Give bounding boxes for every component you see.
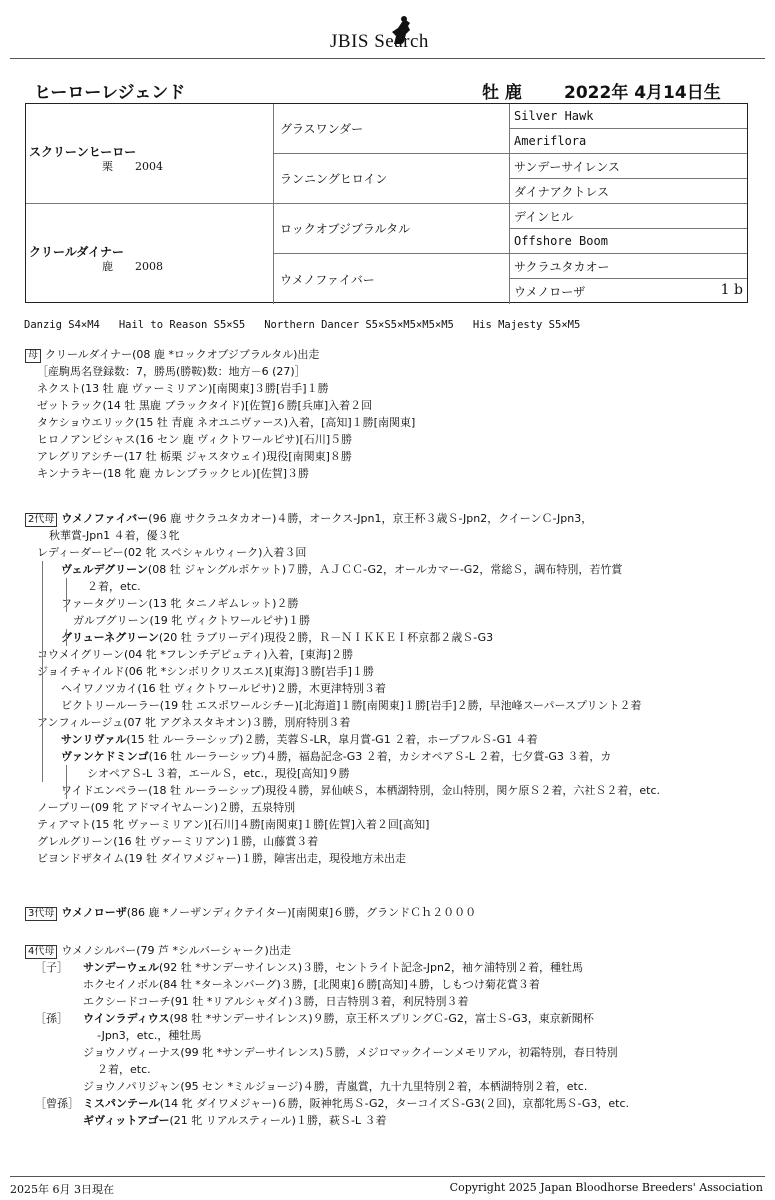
- progeny-row: [25, 612, 755, 629]
- progeny-row: [25, 680, 755, 697]
- gen2-name: グラスワンダー: [280, 122, 364, 136]
- section-fourth-dam: [25, 942, 755, 1129]
- list-item: ゼットラック(14 牡 黒鹿 ブラックタイド)[佐賀]６勝[兵庫]入着２回: [37, 399, 373, 412]
- section-third-dam-head: [25, 904, 755, 921]
- progeny-name[interactable]: ヴァンケドミンゴ: [61, 750, 149, 763]
- generation-tag: ［子］: [35, 961, 68, 974]
- pedigree-note: 1 b: [720, 282, 743, 298]
- pedigree-gen3-cell[interactable]: [510, 104, 747, 129]
- descendant-record: (98 牡 *サンデーサイレンス)９勝，京王杯スプリングＣ-G2，富士Ｓ-G3，東京新聞杯: [169, 1012, 594, 1025]
- progeny-row: [25, 765, 755, 782]
- progeny-row: [25, 646, 755, 663]
- pedigree-gen3-cell[interactable]: [510, 279, 747, 304]
- generation-tag: ［孫］: [35, 1012, 68, 1025]
- progeny-name[interactable]: ヴェルデグリーン: [61, 563, 148, 576]
- descendant-record: -Jpn3，etc.，種牡馬: [97, 1029, 202, 1042]
- pedigree-table: [25, 103, 748, 303]
- horse-sex-color: 牡 鹿: [482, 83, 522, 103]
- progeny-row: [25, 714, 755, 731]
- section-label: 4代母: [25, 945, 57, 959]
- section-label: 2代母: [25, 513, 57, 527]
- progeny-row: [25, 748, 755, 765]
- dam-name: クリールダイナー: [29, 245, 125, 259]
- tree-connector: [66, 578, 67, 612]
- descendant-row: [25, 993, 755, 1010]
- pedigree-gen3-cell[interactable]: [510, 129, 747, 154]
- gen2-name: ロックオブジブラルタル: [280, 222, 411, 236]
- jbis-logo[interactable]: [330, 14, 460, 54]
- pedigree-dam[interactable]: [26, 204, 274, 304]
- list-item: キンナラキー(18 牝 鹿 カレンブラックヒル)[佐賀]３勝: [37, 467, 310, 480]
- pedigree-gen3-cell[interactable]: [510, 229, 747, 254]
- progeny-record: ワイドエンペラー(18 牡 ルーラーシップ)現役４勝，昇仙峡Ｓ，本栖湖特別，金山特別，関ケ原Ｓ２着，六社Ｓ２着，etc.: [61, 784, 660, 797]
- horse-name: ヒーローレジェンド: [34, 83, 186, 103]
- title-row: [34, 78, 741, 103]
- descendant-record: ジョウノパリジャン(95 セン *ミルジョージ)４勝，青嵐賞，九十九里特別２着，本栖湖特別２着，etc.: [83, 1080, 588, 1093]
- second-dam-record: (96 鹿 サクラユタカオー)４勝，オークス-Jpn1，京王杯３歳Ｓ-Jpn2，クイーンＣ-Jpn3，: [148, 512, 593, 525]
- progeny-record: (08 牡 ジャングルポケット)７勝，ＡＪＣＣ-G2，オールカマー-G2，常総Ｓ，調布特別，若竹賞: [147, 563, 623, 576]
- section-label: 3代母: [25, 907, 57, 921]
- section-dam: [25, 346, 755, 482]
- progeny-name[interactable]: グリューネグリーン: [61, 631, 159, 644]
- pedigree-gen3-cell[interactable]: [510, 254, 747, 279]
- dam-stats: ［産駒馬名登録数：7，勝馬(勝鞍)数：地方－6 (27)］: [37, 365, 306, 378]
- progeny-row: [25, 833, 755, 850]
- descendant-row: [25, 1112, 755, 1129]
- progeny-record: グレルグリーン(16 牡 ヴァーミリアン)１勝，山藤賞３着: [37, 835, 319, 848]
- gen3-name: Silver Hawk: [514, 109, 594, 123]
- pedigree-gen2-cell[interactable]: [274, 254, 510, 304]
- section-third-dam: [25, 904, 755, 921]
- progeny-record: レディーダービー(02 牝 スペシャルウィーク)入着３回: [37, 546, 307, 559]
- progeny-record: コウメイグリーン(04 牝 *フレンチデピュティ)入着，[東海]２勝: [37, 648, 354, 661]
- sire-info: 栗 2004: [102, 160, 163, 173]
- dam-line: クリールダイナー(08 鹿 *ロックオブジブラルタル)出走: [45, 348, 320, 361]
- descendant-name[interactable]: サンデーウェル: [83, 961, 160, 974]
- descendant-record: (14 牝 ダイワメジャー)６勝，阪神牝馬Ｓ-G2，ターコイズＳ-G3(２回)，京都牝馬Ｓ-G3，etc.: [159, 1097, 630, 1110]
- second-dam-record-cont: 秋華賞-Jpn1 ４着，優３牝: [49, 529, 180, 542]
- descendant-name[interactable]: ウインラディウス: [83, 1012, 170, 1025]
- descendant-record: (21 牝 リアルスティール)１勝，萩Ｓ-L ３着: [169, 1114, 387, 1127]
- progeny-record: ヘイワノツカイ(16 牡 ヴィクトワールピサ)２勝，木更津特別３着: [61, 682, 387, 695]
- dam-info: 鹿 2008: [102, 260, 163, 273]
- progeny-record: ファータグリーン(13 牝 タニノギムレット)２勝: [61, 597, 299, 610]
- descendant-row: [25, 976, 755, 993]
- gen3-name: ウメノローザ: [514, 285, 586, 299]
- gen3-name: ダイナアクトレス: [514, 184, 610, 199]
- gen3-name: サクラユタカオー: [514, 259, 610, 274]
- descendant-record: ２着，etc.: [97, 1063, 151, 1076]
- horse-birth-date: 2022年 4月14日生: [564, 83, 721, 103]
- list-item: ネクスト(13 牡 鹿 ヴァーミリアン)[南関東]３勝[岩手]１勝: [37, 382, 329, 395]
- progeny-row: [25, 697, 755, 714]
- second-dam-name: ウメノファイバー: [61, 512, 149, 525]
- gen3-name: デインヒル: [514, 209, 574, 224]
- fourth-dam-descendant-list: [25, 959, 755, 1129]
- descendant-row: [25, 1095, 755, 1112]
- progeny-row: [25, 850, 755, 867]
- descendant-record: ホクセイノボル(84 牡 *ターネンバーグ)３勝，[北関東]６勝[高知]４勝，しもつけ菊花賞３着: [83, 978, 540, 991]
- progeny-row: [25, 561, 755, 578]
- section-dam-head: [25, 346, 755, 363]
- section-label: 母: [25, 349, 41, 363]
- descendant-row: [25, 1061, 755, 1078]
- list-item: ヒロノアンビシャス(16 セン 鹿 ヴィクトワールピサ)[石川]５勝: [37, 433, 353, 446]
- progeny-record: ２着，etc.: [87, 580, 141, 593]
- progeny-row: [25, 663, 755, 680]
- progeny-record: ビクトリールーラー(19 牡 エスポワールシチー)[北海道]１勝[南関東]１勝[岩手]２勝，早池峰スーパースプリント２着: [61, 699, 642, 712]
- progeny-record: ジョイチャイルド(06 牝 *シンボリクリスエス)[東海]３勝[岩手]１勝: [37, 665, 374, 678]
- pedigree-gen2-cell[interactable]: [274, 154, 510, 204]
- descendant-name[interactable]: ミスパンテール: [83, 1097, 160, 1110]
- footer-divider: [10, 1176, 765, 1177]
- inbreeding-line: Danzig S4×M4 Hail to Reason S5×S5 Northern Dancer S5×S5×M5×M5×M5 His Majesty S5×M5: [24, 319, 581, 331]
- third-dam-record: (86 鹿 *ノーザンディクテイター)[南関東]６勝，グランドＣｈ２０００: [126, 906, 477, 919]
- gen3-name: サンデーサイレンス: [514, 159, 620, 174]
- progeny-row: [25, 544, 755, 561]
- footer-copyright: Copyright 2025 Japan Bloodhorse Breeders' Association: [449, 1181, 763, 1194]
- pedigree-gen3-cell[interactable]: [510, 179, 747, 204]
- pedigree-sire[interactable]: [26, 104, 274, 204]
- progeny-row: [25, 629, 755, 646]
- progeny-record: ガルブグリーン(19 牝 ヴィクトワールピサ)１勝: [73, 614, 311, 627]
- fourth-dam-line: ウメノシルバー(79 芦 *シルバーシャーク)出走: [61, 944, 291, 957]
- second-dam-progeny-list: [25, 544, 755, 867]
- progeny-row: [25, 731, 755, 748]
- section-second-dam-head: [25, 510, 755, 527]
- list-item: タケショウエリック(15 牡 青鹿 ネオユニヴァース)入着，[高知]１勝[南関東]: [37, 416, 416, 429]
- descendant-row: [25, 1044, 755, 1061]
- progeny-record: ビヨンドザタイム(19 牡 ダイワメジャー)１勝，障害出走，現役地方未出走: [37, 852, 407, 865]
- gen3-name: Ameriflora: [514, 134, 587, 148]
- progeny-row: [25, 799, 755, 816]
- footer-date: 2025年 6月 3日現在: [10, 1183, 114, 1196]
- progeny-name[interactable]: サンリヴァル: [61, 733, 127, 746]
- tree-connector: [66, 629, 67, 646]
- progeny-record: (16 牡 ルーラーシップ)４勝，福島記念-G3 ２着，カシオペアＳ-L ２着，七夕賞-G3 ３着，カ: [148, 750, 612, 763]
- progeny-record: アンフィルージュ(07 牝 アグネスタキオン)３勝，別府特別３着: [37, 716, 351, 729]
- third-dam-name: ウメノローザ: [61, 906, 127, 919]
- progeny-row: [25, 782, 755, 799]
- progeny-record: ティアマト(15 牝 ヴァーミリアン)[石川]４勝[南関東]１勝[佐賀]入着２回[高知]: [37, 818, 430, 831]
- descendant-record: ジョウノヴィーナス(99 牝 *サンデーサイレンス)５勝，メジロマックイーンメモリアル，初霜特別，春日特別: [83, 1046, 618, 1059]
- sire-name: スクリーンヒーロー: [29, 145, 137, 159]
- tree-connector: [66, 765, 67, 799]
- descendant-record: エクシードコーチ(91 牡 *リアルシャダイ)３勝，日吉特別３着，利尻特別３着: [83, 995, 469, 1008]
- header-divider: [10, 58, 765, 59]
- progeny-row: [25, 578, 755, 595]
- gen2-name: ウメノファイバー: [280, 272, 375, 287]
- gen2-name: ランニングヒロイン: [280, 172, 388, 186]
- descendant-row: [25, 1027, 755, 1044]
- pedigree-gen2-cell[interactable]: [274, 104, 510, 154]
- tree-connector: [42, 561, 43, 782]
- progeny-row: [25, 816, 755, 833]
- descendant-row: [25, 1078, 755, 1095]
- progeny-record: (20 牡 ラブリーデイ)現役２勝，Ｒ－ＮＩＫＫＥＩ杯京都２歳Ｓ-G3: [158, 631, 494, 644]
- list-item: アレグリアシチー(17 牡 栃栗 ジャスタウェイ)現役[南関東]８勝: [37, 450, 352, 463]
- section-second-dam: [25, 510, 755, 867]
- progeny-record: シオペアＳ-L ３着，エールＳ，etc.，現役[高知]９勝: [87, 767, 350, 780]
- progeny-record: (15 牡 ルーラーシップ)２勝，芙蓉Ｓ-LR，皐月賞-G1 ２着，ホープフルＳ-G1 ４着: [126, 733, 538, 746]
- progeny-row: [25, 595, 755, 612]
- progeny-record: ノーブリー(09 牝 アドマイヤムーン)２勝，五泉特別: [37, 801, 296, 814]
- descendant-row: [25, 959, 755, 976]
- pedigree-gen2-cell[interactable]: [274, 204, 510, 254]
- descendant-row: [25, 1010, 755, 1027]
- pedigree-gen3-cell[interactable]: [510, 204, 747, 229]
- descendant-record: (92 牡 *サンデーサイレンス)３勝，セントライト記念-Jpn2，袖ケ浦特別２着，種牡馬: [159, 961, 583, 974]
- logo-text: JBIS Search: [330, 31, 429, 52]
- descendant-name[interactable]: ギヴィットアゴー: [83, 1114, 170, 1127]
- generation-tag: ［曾孫］: [35, 1097, 79, 1110]
- section-fourth-dam-head: [25, 942, 755, 959]
- gen3-name: Offshore Boom: [514, 234, 608, 248]
- pedigree-gen3-cell[interactable]: [510, 154, 747, 179]
